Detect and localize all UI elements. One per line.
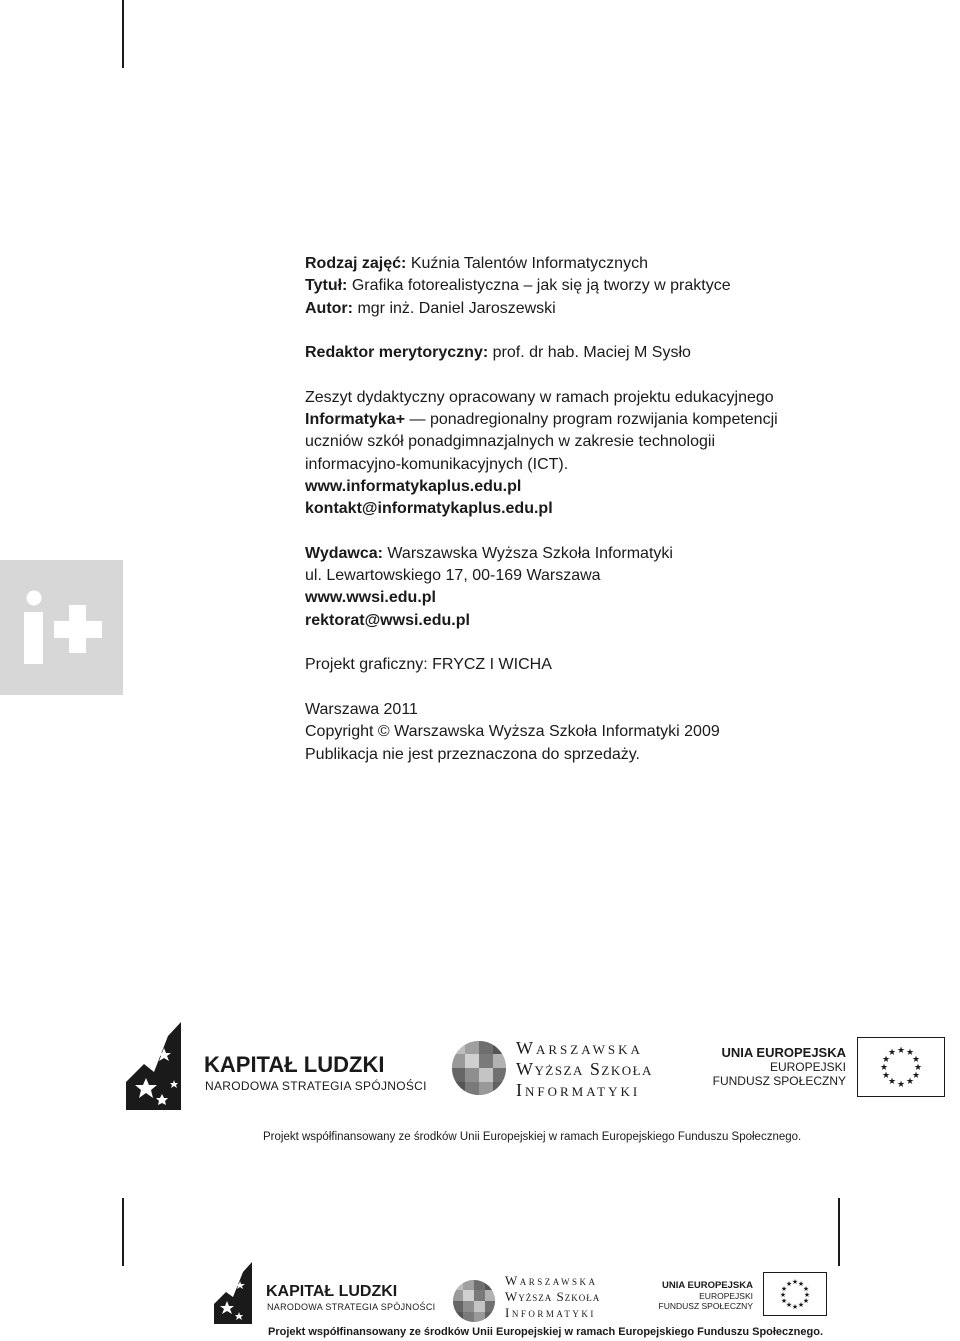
course-value: Kuźnia Talentów Informatycznych <box>410 255 648 272</box>
cofinance-note: Projekt współfinansowany ze środków Unii Europejskiej w ramach Europejskiego Funduszu Społecznego. <box>263 1131 802 1143</box>
svg-text:★: ★ <box>797 1301 805 1309</box>
colophon <box>305 253 905 766</box>
svg-text:★: ★ <box>791 1303 799 1311</box>
author-label: Autor: <box>305 299 353 317</box>
wwsi-mosaic-sphere-icon <box>451 1040 507 1096</box>
kapital-ludzki-emblem-icon <box>124 1022 184 1112</box>
svg-text:★: ★ <box>785 1280 793 1288</box>
svg-text:★: ★ <box>791 1278 799 1286</box>
i-plus-mark-icon <box>0 560 123 695</box>
publisher-name: Warszawska Wyższa Szkoła Informatyki <box>387 544 673 562</box>
author-line <box>305 298 905 320</box>
project-line-1: Zeszyt dydaktyczny opracowany w ramach projektu edukacyjnego <box>305 388 774 406</box>
eu-flag-icon <box>857 1037 945 1097</box>
title-value: Grafika fotorealistyczna – jak się ją tworzy w praktyce <box>351 277 731 295</box>
svg-text:★: ★ <box>911 1055 921 1065</box>
svg-text:★: ★ <box>913 1063 923 1073</box>
editor-value: prof. dr hab. Maciej M Sysło <box>492 344 691 362</box>
wwsi-name-small-line-1: Warszawska <box>505 1273 598 1288</box>
eu-flag-small-icon <box>763 1272 827 1316</box>
not-for-sale-line: Publikacja nie jest przeznaczona do sprzedaży. <box>305 745 640 763</box>
eu-small-line-1: UNIA EUROPEJSKA <box>662 1280 753 1291</box>
svg-text:★: ★ <box>802 1285 810 1293</box>
svg-text:★: ★ <box>779 1291 787 1299</box>
svg-text:★: ★ <box>881 1055 891 1065</box>
svg-text:★: ★ <box>896 1046 906 1056</box>
brand-name: Informatyka+ <box>305 411 406 429</box>
svg-text:★: ★ <box>785 1301 793 1309</box>
crop-mark-bottom-right <box>838 1198 840 1266</box>
svg-text:★: ★ <box>881 1071 891 1081</box>
publisher-address: ul. Lewartowskiego 17, 00-169 Warszawa <box>305 567 601 585</box>
wwsi-mosaic-sphere-small-icon <box>452 1279 496 1323</box>
publisher-label: Wydawca: <box>305 544 383 562</box>
wwsi-name-line-1: Warszawska <box>516 1038 643 1058</box>
project-line-4: informacyjno-komunikacyjnych (ICT). <box>305 455 569 473</box>
place-year: Warszawa 2011 <box>305 700 418 718</box>
project-line-3: uczniów szkół ponadgimnazjalnych w zakresie technologii <box>305 433 715 451</box>
project-email-link[interactable]: kontakt@informatykaplus.edu.pl <box>305 500 553 518</box>
eu-line-2: EUROPEJSKI <box>769 1060 846 1074</box>
svg-text:★: ★ <box>911 1071 921 1081</box>
wwsi-name-small-line-3: Informatyki <box>505 1305 596 1320</box>
svg-text:★: ★ <box>896 1080 906 1090</box>
author-value: mgr inż. Daniel Jaroszewski <box>357 299 556 317</box>
svg-text:★: ★ <box>780 1285 788 1293</box>
eu-small-line-3: FUNDUSZ SPOŁECZNY <box>658 1301 753 1311</box>
eu-line-3: FUNDUSZ SPOŁECZNY <box>712 1074 846 1088</box>
editor-line <box>305 342 905 364</box>
svg-text:★: ★ <box>802 1297 810 1305</box>
kapital-ludzki-subtitle: NARODOWA STRATEGIA SPÓJNOŚCI <box>205 1079 427 1093</box>
kapital-ludzki-title-small: KAPITAŁ LUDZKI <box>266 1283 398 1300</box>
publisher-website-link[interactable]: www.wwsi.edu.pl <box>305 589 436 607</box>
graphic-design-credit: Projekt graficzny: FRYCZ I WICHA <box>305 656 552 674</box>
svg-text:★: ★ <box>803 1291 811 1299</box>
svg-text:★: ★ <box>780 1297 788 1305</box>
title-label: Tytuł: <box>305 277 348 295</box>
svg-text:★: ★ <box>905 1048 915 1058</box>
svg-text:★: ★ <box>905 1077 915 1087</box>
side-tab <box>0 560 123 695</box>
kapital-ludzki-title: KAPITAŁ LUDZKI <box>204 1052 385 1077</box>
publisher-line <box>305 543 905 565</box>
project-line-2-rest: — ponadregionalny program rozwijania kompetencji <box>405 411 778 429</box>
wwsi-name-line-2: Wyższa Szkoła <box>516 1059 653 1079</box>
course-label: Rodzaj zajęć: <box>305 255 407 272</box>
svg-text:★: ★ <box>879 1063 889 1073</box>
project-website-link[interactable]: www.informatykaplus.edu.pl <box>305 477 522 495</box>
kapital-ludzki-emblem-small-icon <box>212 1262 254 1326</box>
course-line <box>305 253 905 275</box>
copyright-line: Copyright © Warszawska Wyższa Szkoła Informatyki 2009 <box>305 723 720 741</box>
editor-label: Redaktor merytoryczny: <box>305 344 489 362</box>
svg-text:★: ★ <box>797 1280 805 1288</box>
eu-small-line-2: EUROPEJSKI <box>699 1291 753 1301</box>
crop-mark-bottom <box>122 1198 124 1266</box>
publisher-email-link[interactable]: rektorat@wwsi.edu.pl <box>305 611 470 629</box>
project-line-2 <box>305 409 905 431</box>
cofinance-note-small: Projekt współfinansowany ze środków Unii Europejskiej w ramach Europejskiego Funduszu Społecznego. <box>268 1326 824 1338</box>
crop-mark-top <box>122 0 124 68</box>
title-line <box>305 275 905 297</box>
kapital-ludzki-subtitle-small: NARODOWA STRATEGIA SPÓJNOŚCI <box>267 1302 436 1312</box>
wwsi-name-small-line-2: Wyższa Szkoła <box>505 1289 601 1304</box>
svg-text:★: ★ <box>887 1077 897 1087</box>
svg-text:★: ★ <box>887 1048 897 1058</box>
eu-line-1: UNIA EUROPEJSKA <box>721 1045 846 1060</box>
wwsi-name-line-3: Informatyki <box>516 1080 641 1100</box>
